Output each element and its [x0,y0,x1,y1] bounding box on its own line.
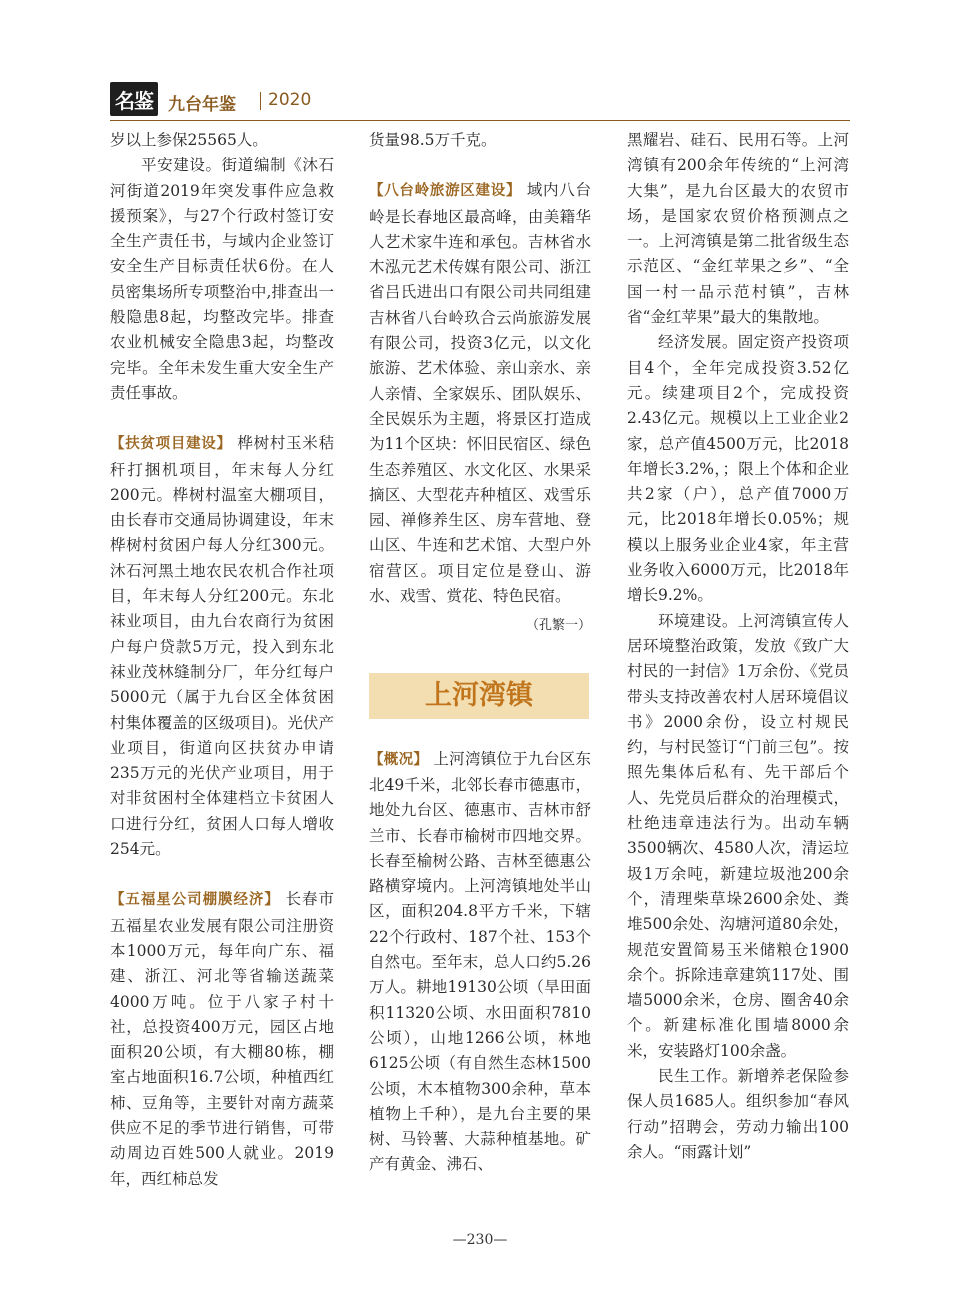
section [369,747,591,1178]
header-divider [260,92,261,110]
section-heading: 【概况】 [369,751,429,768]
author-credit: （孔繁一） [525,618,591,634]
text-column-3 [627,128,849,1165]
section-heading: 【八台岭旅游区建设】 [369,183,522,200]
yearbook-year: 2020 [268,90,312,110]
paragraph: 民生工作。新增养老保险参保人员1685人。组织参加“春风行动”招聘会，劳动力输出100余人。“雨露计划” [627,1066,849,1161]
text-column-2 [369,128,591,1178]
page-number: —230— [452,1232,508,1248]
town-title-banner: 上河湾镇 [369,673,589,719]
paragraph: 货量98.5万千克。 [369,131,497,149]
text-column-1 [110,128,334,1192]
section-body: 长春市五福星农业发展有限公司注册资本1000万元，每年向广东、福建、浙江、河北等省输送蔬菜4000万吨。位于八家子村十社，总投资400万元，园区占地面积20公顷，有大棚80栋，棚室占地面积16.7公顷，种植西红柿、豆角等，主要针对南方蔬菜供应不足的季节进行销售，可带动周边百姓500人就业。2019年，西红柿总发 [110,890,334,1188]
page-header [110,82,850,118]
section-body: 上河湾镇位于九台区东北49千米，北邻长春市德惠市，地处九台区、德惠市、吉林市舒兰市、长春市榆树市四地交界。长春至榆树公路、吉林至德惠公路横穿境内。上河湾镇地处半山区，面积204.8平方千米，下辖22个行政村、187个社、153个自然屯。至年末，总人口约5.26万人。耕地19130公顷（旱田面积11320公顷、水田面积7810公顷），山地1266公顷，林地6125公顷（有自然生态林1500公顷，木本植物300余种，草本植物上千种），是九台主要的果树、马铃薯、大蒜种植基地。矿产有黄金、沸石、 [369,749,591,1174]
section-body: 桦树村玉米秸秆打捆机项目，年末每人分红200元。桦树村温室大棚项目，由长春市交通局协调建设，年末桦树村贫困户每人分红300元。沐石河黑土地农民农机合作社项目，年末每人分红200元。东北袜业项目，由九台农商行为贫困户每户贷款5万元，投入到东北袜业茂林缝制分厂，年分红每户5000元（属于九台区全体贫困村集体覆盖的区级项目)。光伏产业项目，街道向区扶贫办申请235万元的光伏产业项目，用于对非贫困村全体建档立卡贫困人口进行分红，贫困人口每人增收254元。 [110,434,334,859]
paragraph: 经济发展。固定资产投资项目4个，全年完成投资3.52亿元。续建项目2个，完成投资2.43亿元。规模以上工业企业2家，总产值4500万元，比2018年增长3.2%，；限上个体和企业共2家（户），总产值7000万元，比2018年增长0.05%；规模以上服务业企业4家，年主营业务收入6000万元，比2018年增长9.2%。 [627,333,849,605]
section [369,178,591,609]
header-rule [110,120,850,121]
yearbook-logo: 名鉴 [110,82,158,116]
section [110,431,334,862]
section-body: 域内八台岭是长春地区最高峰，由美籍华人艺术家牛连和承包。吉林省水木泓元艺术传媒有限公司、浙江省吕氏进出口有限公司共同组建吉林省八台岭玖合云尚旅游发展有限公司，投资3亿元，以文化旅游、艺术体验、亲山亲水、亲人亲情、全家娱乐、团队娱乐、全民娱乐为主题，将景区打造成为11个区块：怀旧民宿区、绿色生态养殖区、水文化区、水果采摘区、大型花卉种植区、戏雪乐园、禅修养生区、房车营地、登山区、牛连和艺术馆、大型户外宿营区。项目定位是登山、游水、戏雪、赏花、特色民宿。 [369,181,591,606]
paragraph: 平安建设。街道编制《沐石河街道2019年突发事件应急救援预案》，与27个行政村签订安全生产责任书，与域内企业签订安全生产目标责任状6份。在人员密集场所专项整治中,排查出一般隐患8起，均整改完毕。排查农业机械安全隐患3起，均整改完毕。全年未发生重大安全生产责任事故。 [110,156,334,402]
paragraph: 黑耀岩、硅石、民用石等。上河湾镇有200余年传统的“上河湾大集”，是九台区最大的农贸市场，是国家农贸价格预测点之一。上河湾镇是第二批省级生态示范区、“金红苹果之乡”、“全国一村一品示范村镇”，吉林省“金红苹果”最大的集散地。 [627,131,849,327]
paragraph: 岁以上参保25565人。 [110,131,268,149]
section-heading: 【五福星公司棚膜经济】 [110,892,280,909]
section [110,887,334,1192]
paragraph: 环境建设。上河湾镇宣传人居环境整治政策，发放《致广大村民的一封信》1万余份、《党员带头支持改善农村人居环境倡议书》2000余份，设立村规民约，与村民签订“门前三包”。按照先集体后私有、先干部后个人、先党员后群众的治理模式，杜绝违章违法行为。出动车辆3500辆次、4580人次，清运垃圾1万余吨，新建垃圾池200余个，清理柴草垛2600余处、粪堆500余处、沟塘河道80余处，规范安置简易玉米储粮仓1900余个。拆除违章建筑117处、围墙5000余米，仓房、圈舍40余个。新建标准化围墙8000余米，安装路灯100余盏。 [627,611,849,1060]
section-heading: 【扶贫项目建设】 [110,436,232,453]
yearbook-title: 九台年鉴 [168,95,236,115]
